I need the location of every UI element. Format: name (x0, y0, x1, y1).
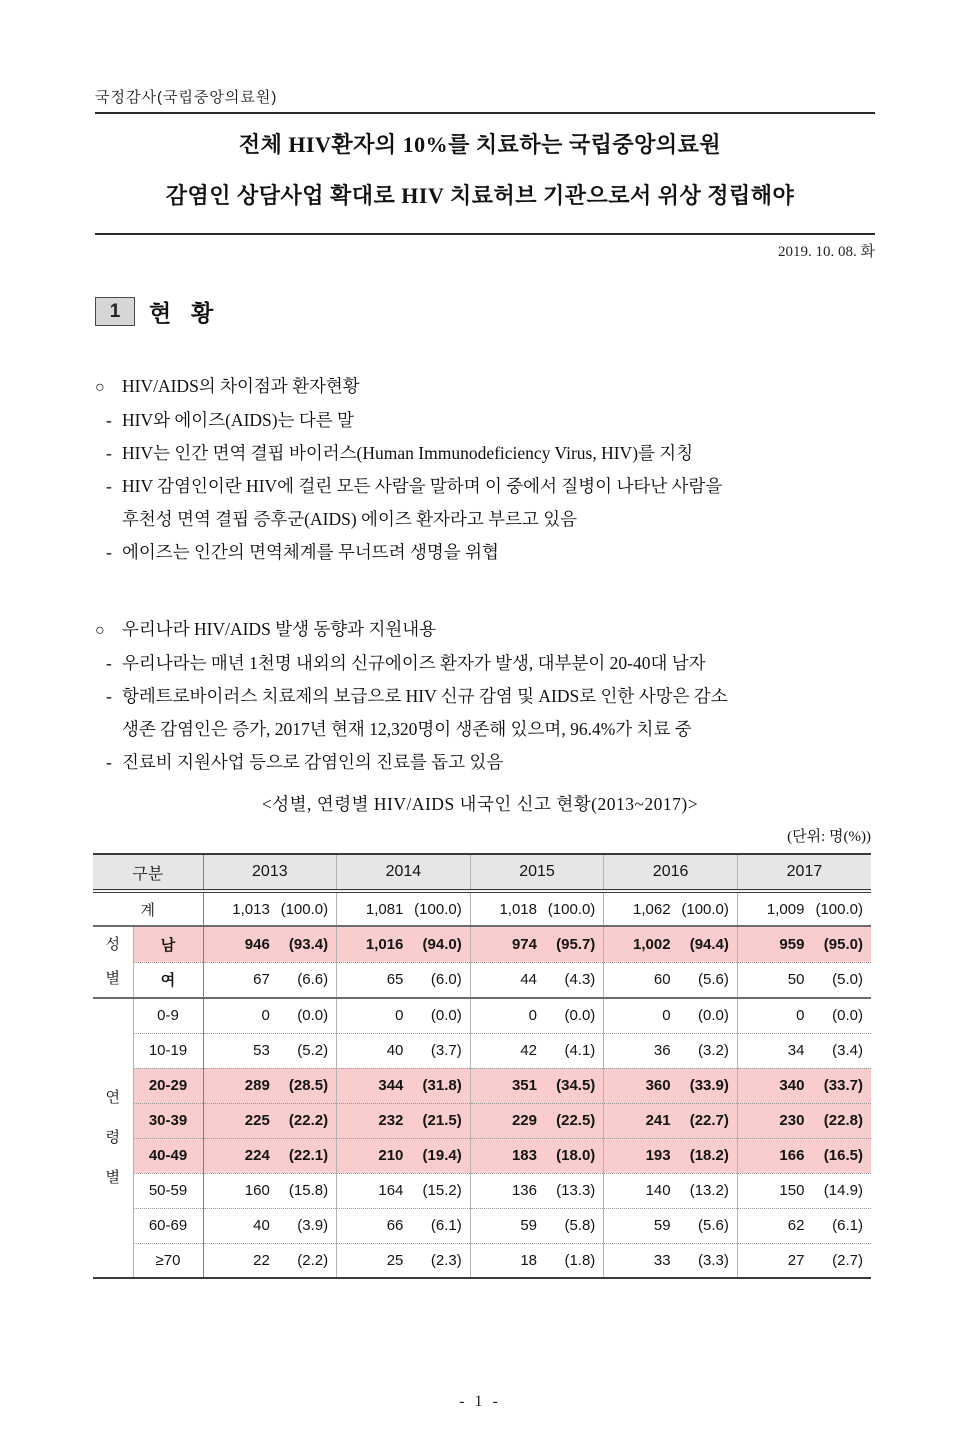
cell-percent: (5.6) (698, 1217, 729, 1234)
cell-percent: (3.9) (297, 1217, 329, 1234)
cell-count: 230 (779, 1112, 805, 1129)
cell-percent: (100.0) (681, 900, 729, 918)
row-label: 40-49 (133, 1138, 203, 1173)
dash-bullet-icon: - (106, 686, 112, 706)
cell-count: 59 (653, 1217, 671, 1234)
table-cell (737, 962, 871, 998)
table-cell (604, 891, 738, 926)
cell-percent: (5.6) (698, 971, 729, 989)
body-line: 항레트로바이러스 치료제의 보급으로 HIV 신규 감염 및 AIDS로 인한 사망은 감소 (122, 686, 728, 706)
row-label: 0-9 (133, 998, 203, 1033)
cell-percent: (22.1) (288, 1147, 329, 1164)
cell-percent: (4.3) (564, 971, 596, 989)
table-cell (470, 1103, 604, 1138)
table-row-total (93, 891, 871, 926)
text-line (95, 647, 880, 680)
korea-hiv-trend-block (95, 613, 880, 779)
doc-title-block (60, 130, 900, 211)
cell-percent: (4.1) (564, 1042, 596, 1059)
dash-bullet-icon: - (106, 410, 112, 430)
group-label-char: 별 (105, 970, 120, 987)
cell-count: 0 (796, 1007, 805, 1025)
cell-count: 33 (653, 1251, 671, 1269)
table-cell (203, 1068, 337, 1103)
table-cell (203, 1243, 337, 1278)
table-cell (604, 1068, 738, 1103)
document-page (0, 86, 960, 1443)
group-label-char: 령 (105, 1129, 120, 1146)
cell-percent: (19.4) (422, 1147, 462, 1164)
cell-count: 22 (253, 1251, 270, 1269)
body-line: 우리나라는 매년 1천명 내외의 신규에이즈 환자가 발생, 대부분이 20-40대 남자 (122, 653, 706, 673)
cell-count: 44 (520, 971, 537, 989)
text-line (95, 536, 880, 569)
body-line: HIV와 에이즈(AIDS)는 다른 말 (122, 410, 354, 430)
body-line: 에이즈는 인간의 면역체계를 무너뜨려 생명을 위협 (122, 542, 499, 562)
group-label-char: 성 (105, 936, 120, 953)
cell-percent: (6.1) (832, 1217, 863, 1234)
cell-count: 1,018 (499, 900, 537, 918)
table-cell (737, 926, 871, 962)
cell-count: 62 (787, 1217, 805, 1234)
cell-count: 344 (378, 1077, 404, 1094)
table-cell (203, 998, 337, 1033)
section-number-box: 1 (95, 297, 135, 326)
cell-percent: (1.8) (564, 1251, 596, 1269)
table-cell (470, 1243, 604, 1278)
year-column-header: 2015 (470, 854, 604, 891)
group-label-age (93, 998, 133, 1278)
section-heading (95, 295, 875, 328)
cell-percent: (3.2) (698, 1042, 729, 1059)
cell-percent: (34.5) (556, 1077, 596, 1094)
table-cell (470, 962, 604, 998)
row-label: 60-69 (133, 1208, 203, 1243)
cell-percent: (33.7) (823, 1077, 863, 1094)
dash-bullet-icon: - (106, 443, 112, 463)
cell-percent: (0.0) (430, 1007, 462, 1025)
year-column-header: 2014 (337, 854, 471, 891)
table-cell (604, 1173, 738, 1208)
cell-percent: (15.2) (422, 1182, 462, 1199)
cell-percent: (22.2) (288, 1112, 329, 1129)
hiv-aids-report-table (93, 853, 871, 1279)
cell-percent: (94.4) (689, 935, 729, 953)
table-cell (203, 1208, 337, 1243)
table-cell (604, 926, 738, 962)
table-row (93, 1138, 871, 1173)
page-number: - 1 - (459, 1393, 501, 1410)
cell-count: 40 (253, 1217, 270, 1234)
cell-percent: (6.6) (297, 971, 329, 989)
group-label-char: 연 (105, 1089, 120, 1106)
text-line (95, 713, 880, 746)
table-cell (737, 891, 871, 926)
table-row (93, 1173, 871, 1208)
table-row (93, 1068, 871, 1103)
dash-bullet-icon: - (106, 653, 112, 673)
cell-count: 360 (645, 1077, 671, 1094)
cell-count: 0 (395, 1007, 404, 1025)
cell-percent: (2.7) (832, 1251, 863, 1269)
cell-count: 340 (779, 1077, 805, 1094)
cell-percent: (0.0) (832, 1007, 863, 1025)
doc-category-bar (95, 86, 875, 114)
cell-count: 60 (653, 971, 671, 989)
cell-count: 1,009 (766, 900, 805, 918)
text-line (95, 437, 880, 470)
cell-percent: (2.3) (430, 1251, 462, 1269)
cell-count: 136 (511, 1182, 537, 1199)
table-cell (470, 1068, 604, 1103)
table-unit-label: (단위: 명(%)) (787, 829, 871, 845)
cell-count: 25 (386, 1251, 404, 1269)
table-row (93, 926, 871, 962)
table-cell (737, 1138, 871, 1173)
cell-percent: (2.2) (297, 1251, 329, 1269)
cell-percent: (100.0) (414, 900, 462, 918)
table-cell (737, 1103, 871, 1138)
body-line: 생존 감염인은 증가, 2017년 현재 12,320명이 생존해 있으며, 96.4%가 치료 중 (122, 719, 692, 739)
cell-percent: (22.5) (556, 1112, 596, 1129)
section-title: 현 황 (149, 301, 221, 326)
table-cell (737, 1243, 871, 1278)
table-cell (737, 1208, 871, 1243)
cell-percent: (0.0) (297, 1007, 329, 1025)
cell-percent: (95.7) (556, 935, 596, 953)
cell-count: 27 (787, 1251, 805, 1269)
table-cell (470, 1138, 604, 1173)
circle-bullet-icon: ○ (95, 622, 105, 639)
doc-title-line2: 감염인 상담사업 확대로 HIV 치료허브 기관으로서 위상 정립해야 (165, 183, 795, 208)
table-cell (737, 1173, 871, 1208)
row-label: 50-59 (133, 1173, 203, 1208)
cell-count: 36 (653, 1042, 671, 1059)
text-line (95, 470, 880, 503)
table-cell (470, 1173, 604, 1208)
text-line (95, 370, 880, 404)
cell-percent: (28.5) (288, 1077, 329, 1094)
cell-percent: (100.0) (815, 900, 863, 918)
year-column-header: 2017 (737, 854, 871, 891)
cell-count: 959 (779, 935, 805, 953)
cell-count: 0 (261, 1007, 270, 1025)
cell-count: 229 (511, 1112, 537, 1129)
row-label: 30-39 (133, 1103, 203, 1138)
cell-percent: (6.1) (430, 1217, 462, 1234)
cell-percent: (3.4) (832, 1042, 863, 1059)
cell-count: 232 (378, 1112, 404, 1129)
cell-percent: (95.0) (823, 935, 863, 953)
table-cell (337, 1033, 471, 1068)
table-row (93, 1243, 871, 1278)
cell-percent: (14.9) (823, 1182, 863, 1199)
cell-count: 50 (787, 971, 805, 989)
table-cell (203, 891, 337, 926)
row-label-total: 계 (93, 891, 203, 926)
cell-count: 289 (244, 1077, 270, 1094)
cell-count: 40 (386, 1042, 404, 1059)
cell-percent: (13.2) (689, 1182, 729, 1199)
horizontal-rule (95, 233, 875, 235)
cell-count: 42 (520, 1042, 537, 1059)
circle-bullet-icon: ○ (95, 379, 105, 396)
table-caption: <성별, 연령별 HIV/AIDS 내국인 신고 현황(2013~2017)> (261, 794, 699, 814)
table-cell (604, 1033, 738, 1068)
row-label: 10-19 (133, 1033, 203, 1068)
body-line: 진료비 지원사업 등으로 감염인의 진료를 돕고 있음 (122, 752, 504, 772)
table-row (93, 962, 871, 998)
table-cell (337, 926, 471, 962)
cell-percent: (33.9) (689, 1077, 729, 1094)
cell-count: 164 (378, 1182, 404, 1199)
doc-date: 2019. 10. 08. 화 (778, 244, 875, 260)
row-label: ≥70 (133, 1243, 203, 1278)
year-column-header: 2016 (604, 854, 738, 891)
block-heading: HIV/AIDS의 차이점과 환자현황 (122, 376, 360, 396)
cell-percent: (0.0) (698, 1007, 729, 1025)
table-cell (337, 1208, 471, 1243)
cell-count: 53 (253, 1042, 270, 1059)
table-cell (337, 1103, 471, 1138)
cell-count: 1,002 (633, 935, 671, 953)
cell-percent: (18.2) (689, 1147, 729, 1164)
doc-title-line1: 전체 HIV환자의 10%를 치료하는 국립중앙의료원 (238, 132, 722, 157)
table-cell (604, 998, 738, 1033)
cell-percent: (15.8) (288, 1182, 329, 1199)
cell-percent: (5.0) (832, 971, 863, 989)
cell-percent: (21.5) (422, 1112, 462, 1129)
cell-count: 140 (645, 1182, 671, 1199)
cell-count: 65 (386, 971, 404, 989)
cell-count: 59 (520, 1217, 537, 1234)
table-cell (203, 1138, 337, 1173)
cell-count: 160 (244, 1182, 270, 1199)
cell-count: 1,062 (633, 900, 671, 918)
table-corner-header: 구분 (93, 854, 203, 891)
dash-bullet-icon: - (106, 476, 112, 496)
cell-percent: (16.5) (823, 1147, 863, 1164)
table-cell (470, 926, 604, 962)
cell-count: 193 (645, 1147, 671, 1164)
cell-percent: (31.8) (422, 1077, 462, 1094)
text-line (95, 680, 880, 713)
table-cell (337, 1173, 471, 1208)
table-cell (203, 1033, 337, 1068)
dash-bullet-icon: - (106, 542, 112, 562)
cell-percent: (22.8) (823, 1112, 863, 1129)
cell-count: 974 (511, 935, 537, 953)
table-cell (604, 1103, 738, 1138)
cell-count: 1,013 (232, 900, 270, 918)
table-row (93, 998, 871, 1033)
table-cell (470, 1208, 604, 1243)
table-row (93, 1208, 871, 1243)
cell-count: 225 (244, 1112, 270, 1129)
table-header-row (93, 854, 871, 891)
group-label-sex (93, 926, 133, 998)
table-row (93, 1033, 871, 1068)
table-cell (737, 998, 871, 1033)
cell-count: 210 (378, 1147, 404, 1164)
cell-count: 1,081 (365, 900, 404, 918)
table-cell (470, 891, 604, 926)
cell-count: 67 (253, 971, 270, 989)
table-cell (470, 1033, 604, 1068)
cell-count: 1,016 (365, 935, 404, 953)
table-cell (337, 1243, 471, 1278)
cell-count: 34 (787, 1042, 805, 1059)
cell-percent: (13.3) (556, 1182, 596, 1199)
text-line (95, 613, 880, 647)
cell-percent: (3.3) (698, 1251, 729, 1269)
row-label: 20-29 (133, 1068, 203, 1103)
text-line (95, 503, 880, 536)
cell-percent: (5.8) (564, 1217, 596, 1234)
block-heading: 우리나라 HIV/AIDS 발생 동향과 지원내용 (122, 619, 437, 639)
cell-percent: (93.4) (288, 935, 329, 953)
table-cell (737, 1068, 871, 1103)
table-cell (203, 1103, 337, 1138)
cell-count: 224 (244, 1147, 270, 1164)
cell-percent: (18.0) (556, 1147, 596, 1164)
cell-count: 183 (511, 1147, 537, 1164)
group-label-char: 별 (105, 1169, 120, 1186)
cell-percent: (100.0) (547, 900, 596, 918)
cell-count: 18 (520, 1251, 537, 1269)
cell-count: 0 (662, 1007, 671, 1025)
year-column-header: 2013 (203, 854, 337, 891)
cell-count: 166 (779, 1147, 805, 1164)
cell-percent: (100.0) (280, 900, 329, 918)
table-cell (737, 1033, 871, 1068)
table-cell (203, 1173, 337, 1208)
table-cell (604, 1138, 738, 1173)
table-cell (203, 926, 337, 962)
table-cell (604, 962, 738, 998)
row-label: 여 (133, 962, 203, 998)
cell-percent: (6.0) (430, 971, 462, 989)
row-label: 남 (133, 926, 203, 962)
cell-count: 351 (511, 1077, 537, 1094)
cell-percent: (0.0) (564, 1007, 596, 1025)
cell-count: 241 (645, 1112, 671, 1129)
dash-bullet-icon: - (106, 752, 112, 772)
table-cell (203, 962, 337, 998)
cell-percent: (94.0) (422, 935, 462, 953)
table-row (93, 1103, 871, 1138)
table-cell (604, 1243, 738, 1278)
table-cell (337, 1068, 471, 1103)
body-line: 후천성 면역 결핍 증후군(AIDS) 에이즈 환자라고 부르고 있음 (122, 509, 578, 529)
text-line (95, 404, 880, 437)
table-cell (604, 1208, 738, 1243)
cell-count: 66 (386, 1217, 404, 1234)
cell-percent: (5.2) (297, 1042, 329, 1059)
table-cell (337, 962, 471, 998)
text-line (95, 746, 880, 779)
cell-count: 0 (528, 1007, 537, 1025)
body-line: HIV는 인간 면역 결핍 바이러스(Human Immunodeficiency Virus, HIV)를 지칭 (122, 443, 694, 463)
table-cell (337, 891, 471, 926)
doc-category-label: 국정감사(국립중앙의료원) (95, 89, 278, 106)
table-cell (337, 1138, 471, 1173)
cell-count: 150 (779, 1182, 805, 1199)
table-cell (337, 998, 471, 1033)
cell-percent: (3.7) (430, 1042, 462, 1059)
table-cell (470, 998, 604, 1033)
cell-count: 946 (244, 935, 270, 953)
cell-percent: (22.7) (689, 1112, 729, 1129)
hiv-aids-difference-block (95, 370, 880, 569)
body-line: HIV 감염인이란 HIV에 걸린 모든 사람을 말하며 이 중에서 질병이 나타난 사람을 (122, 476, 723, 496)
